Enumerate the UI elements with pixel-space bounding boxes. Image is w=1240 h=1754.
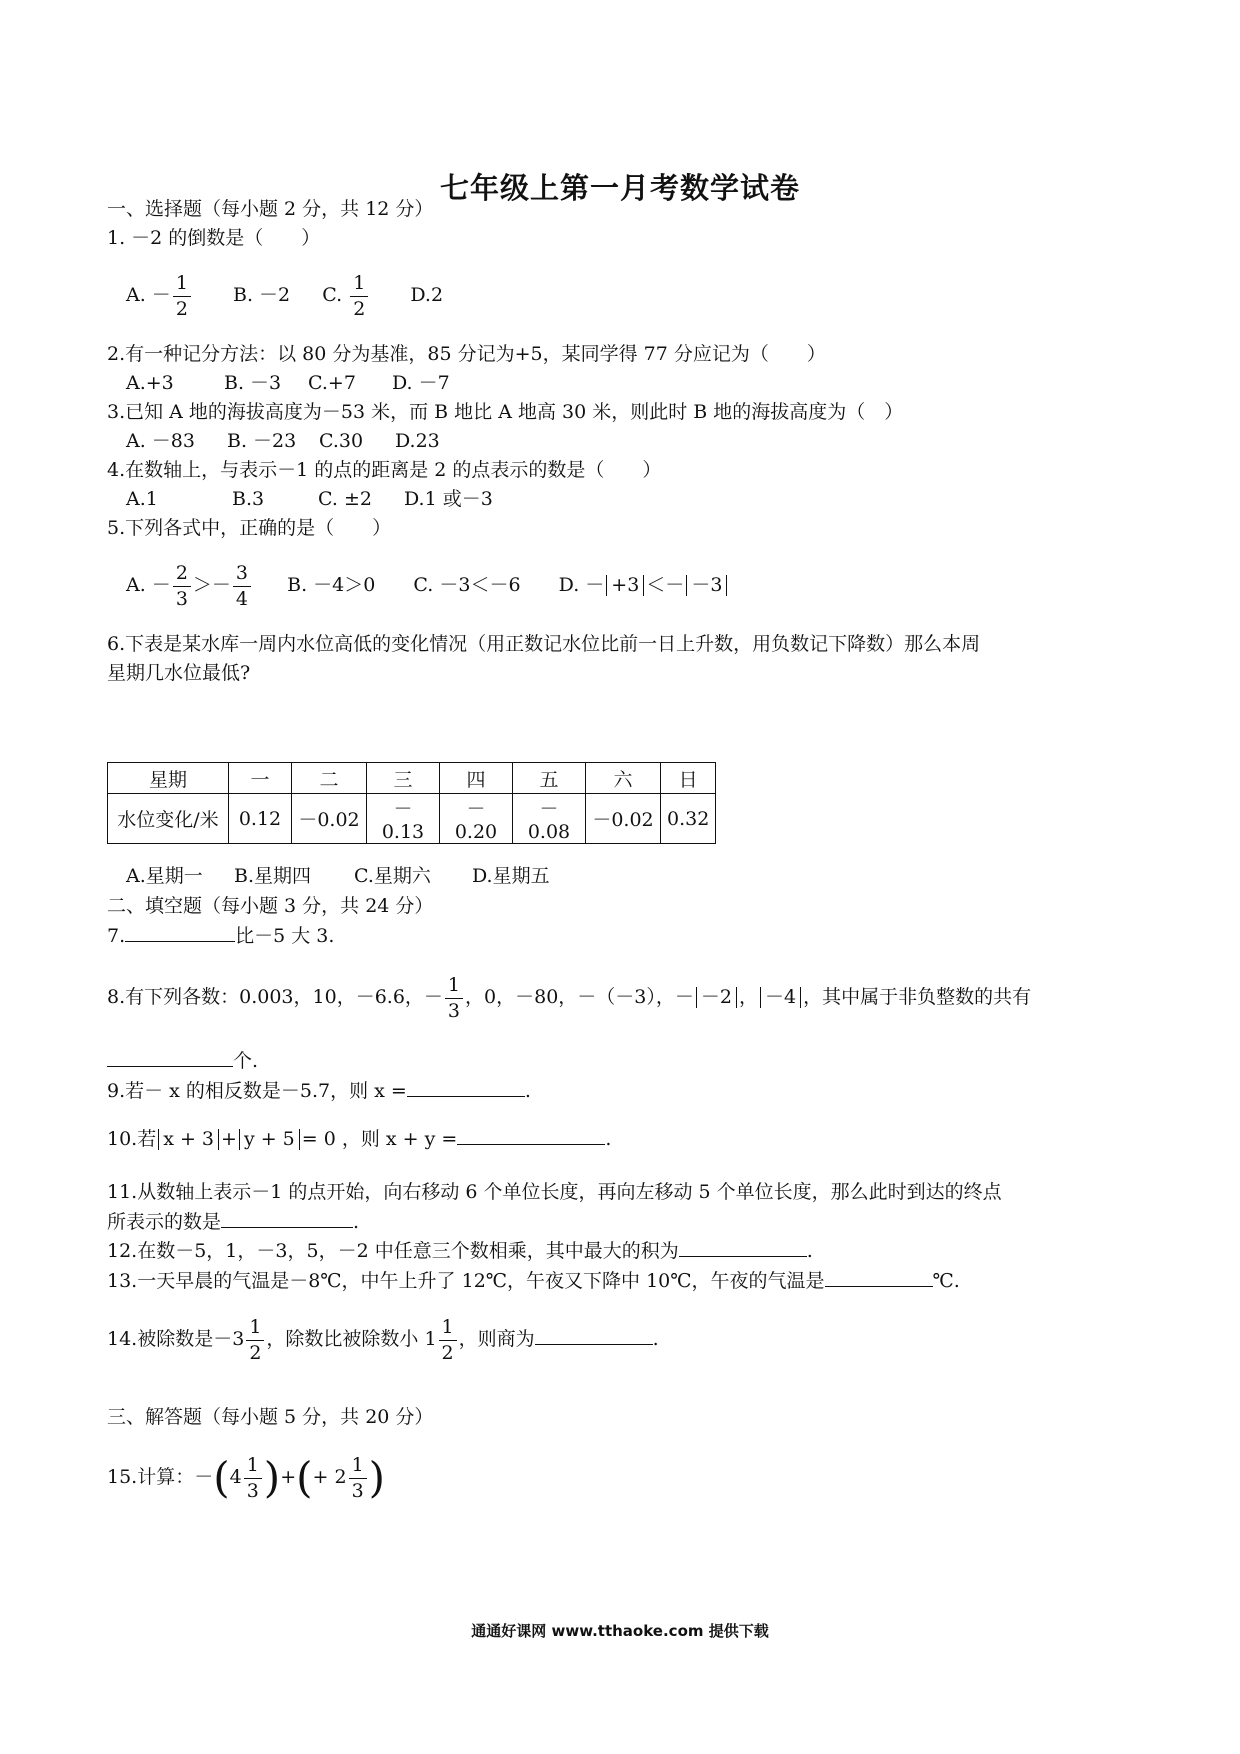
table-cell: 一: [229, 763, 292, 794]
q1-option-c-prefix: C.: [322, 284, 343, 306]
q2-option-a: A.+3: [126, 372, 174, 394]
answer-blank[interactable]: [679, 1238, 807, 1257]
q8-fraction: $\frac{1}{3}$: [445, 976, 463, 1021]
q4-option-a: A.1: [126, 488, 158, 510]
answer-blank[interactable]: [457, 1126, 605, 1145]
question-15: 15.计算：－(4 $\frac{1}{3}$ )+(+ 2 $\frac{1}{3}$ ): [107, 1453, 386, 1502]
q1-option-d: D.2: [410, 284, 444, 306]
table-cell: 日: [661, 763, 716, 794]
table-cell: 星期: [108, 763, 229, 794]
question-6-options: [126, 864, 550, 888]
q4-option-b: B.3: [232, 488, 265, 510]
q5-option-d-abs-1: +3: [606, 575, 644, 596]
water-level-table: [107, 762, 716, 844]
q6-option-c: C.星期六: [354, 865, 431, 887]
table-cell: 水位变化/米: [108, 794, 229, 844]
q14-fraction-2: $\frac{1}{2}$: [439, 1318, 457, 1363]
table-cell: 二: [292, 763, 367, 794]
exam-title: 七年级上第一月考数学试卷: [439, 171, 800, 205]
table-cell: －0.02: [292, 794, 367, 844]
question-8-line-2: 个.: [107, 1048, 258, 1073]
q8-abs-2: －4: [760, 987, 801, 1008]
answer-blank[interactable]: [825, 1268, 933, 1287]
q5-option-a-prefix: A. －: [126, 574, 171, 596]
section-heading-solve: 三、解答题（每小题 5 分，共 20 分）: [107, 1406, 434, 1428]
table-cell: 六: [586, 763, 661, 794]
q14-fraction-1: $\frac{1}{2}$: [246, 1318, 264, 1363]
q1-option-c-fraction: $\frac{1}{2}$: [350, 274, 368, 319]
question-3-options: [126, 429, 440, 453]
q4-option-d: D.1 或－3: [404, 488, 493, 510]
table-cell: －0.02: [586, 794, 661, 844]
q5-option-d-abs-2: －3: [686, 575, 727, 596]
table-cell: －0.13: [367, 794, 440, 844]
question-4-stem: 4.在数轴上，与表示－1 的点的距离是 2 的点表示的数是（ ）: [107, 459, 662, 481]
q2-option-d: D. －7: [392, 372, 450, 394]
question-6-stem-line-1: 6.下表是某水库一周内水位高低的变化情况（用正数记水位比前一日上升数，用负数记下降数）那么本周: [107, 633, 981, 655]
question-3-stem: 3.已知 A 地的海拔高度为－53 米，而 B 地比 A 地高 30 米，则此时 B 地的海拔高度为（ ）: [107, 401, 904, 423]
question-12: 12.在数－5，1，－3，5，－2 中任意三个数相乘，其中最大的积为 .: [107, 1240, 813, 1262]
answer-blank[interactable]: [535, 1326, 653, 1345]
q10-abs-1: x + 3: [158, 1129, 219, 1150]
question-1-stem: 1. －2 的倒数是（ ）: [107, 227, 321, 249]
table-row: [108, 794, 716, 844]
question-5-options: [126, 560, 729, 610]
q15-fraction-1: $\frac{1}{3}$: [244, 1456, 262, 1501]
question-8-line-1: 8.有下列各数：0.003，10，－6.6，－ $\frac{1}{3}$ ，0，－80，－（－3），－ －2 ， －4 ，其中属于非负整数的共有: [107, 973, 1032, 1022]
q5-option-b: B. －4＞0: [287, 574, 376, 596]
question-4-options: [126, 487, 493, 511]
q3-option-c: C.30: [319, 430, 364, 452]
question-9: 9.若－ x 的相反数是－5.7，则 x = .: [107, 1080, 531, 1102]
question-5-stem: 5.下列各式中，正确的是（ ）: [107, 517, 392, 539]
q6-option-b: B.星期四: [234, 865, 312, 887]
answer-blank[interactable]: [107, 1048, 233, 1067]
q15-fraction-2: $\frac{1}{3}$: [349, 1456, 367, 1501]
q8-abs-1: －2: [696, 987, 737, 1008]
question-2-options: [126, 371, 450, 395]
question-1-options: [126, 270, 443, 320]
table-header-row: [108, 763, 716, 794]
question-2-stem: 2.有一种记分方法：以 80 分为基准，85 分记为+5，某同学得 77 分应记为（ ）: [107, 343, 826, 365]
table-cell: 三: [367, 763, 440, 794]
q1-option-a-fraction: $\frac{1}{2}$: [173, 274, 191, 319]
question-11-line-1: 11.从数轴上表示－1 的点开始，向右移动 6 个单位长度，再向左移动 5 个单位长度，那么此时到达的终点: [107, 1181, 1002, 1203]
table-cell: 0.32: [661, 794, 716, 844]
footer-credit: 通通好课网 www.tthaoke.com 提供下载: [471, 1622, 769, 1640]
q3-option-a: A. －83: [126, 430, 195, 452]
table-cell: 五: [513, 763, 586, 794]
table-cell: －0.20: [440, 794, 513, 844]
q2-option-c: C.+7: [308, 372, 356, 394]
q5-option-c: C. －3＜－6: [413, 574, 521, 596]
answer-blank[interactable]: [407, 1078, 525, 1097]
section-heading-fill-in: 二、填空题（每小题 3 分，共 24 分）: [107, 895, 434, 917]
answer-blank[interactable]: [221, 1209, 353, 1228]
section-heading-choice: 一、选择题（每小题 2 分，共 12 分）: [107, 198, 434, 220]
question-11-line-2: 所表示的数是 .: [107, 1211, 360, 1233]
question-6-stem-line-2: 星期几水位最低?: [107, 662, 251, 684]
q3-option-b: B. －23: [227, 430, 297, 452]
q2-option-b: B. －3: [224, 372, 282, 394]
table-cell: －0.08: [513, 794, 586, 844]
question-7: 7. 比－5 大 3.: [107, 925, 335, 947]
q5-option-a-compare: ＞－: [192, 574, 231, 596]
answer-blank[interactable]: [125, 923, 235, 942]
q10-abs-2: y + 5: [239, 1129, 300, 1150]
q5-option-a-fraction-1: $\frac{2}{3}$: [173, 564, 191, 609]
q4-option-c: C. ±2: [318, 488, 372, 510]
question-10: 10.若 x + 3 + y + 5 = 0 ，则 x + y = .: [107, 1128, 612, 1150]
table-cell: 四: [440, 763, 513, 794]
q5-option-a-fraction-2: $\frac{3}{4}$: [233, 564, 251, 609]
q6-option-a: A.星期一: [126, 865, 203, 887]
q6-option-d: D.星期五: [472, 865, 550, 887]
q1-option-a-prefix: A. －: [126, 284, 171, 306]
q1-option-b: B. －2: [233, 284, 291, 306]
q5-option-d-compare: ＜－: [646, 574, 685, 596]
q5-option-d-prefix: D. －: [558, 574, 605, 596]
q3-option-d: D.23: [395, 430, 440, 452]
question-13: 13.一天早晨的气温是－8℃，中午上升了 12℃，午夜又下降中 10℃，午夜的气温是 ℃.: [107, 1270, 960, 1292]
question-14: 14.被除数是－3 $\frac{1}{2}$ ，除数比被除数小 1 $\frac{1}{2}$ ，则商为 .: [107, 1315, 659, 1364]
table-cell: 0.12: [229, 794, 292, 844]
